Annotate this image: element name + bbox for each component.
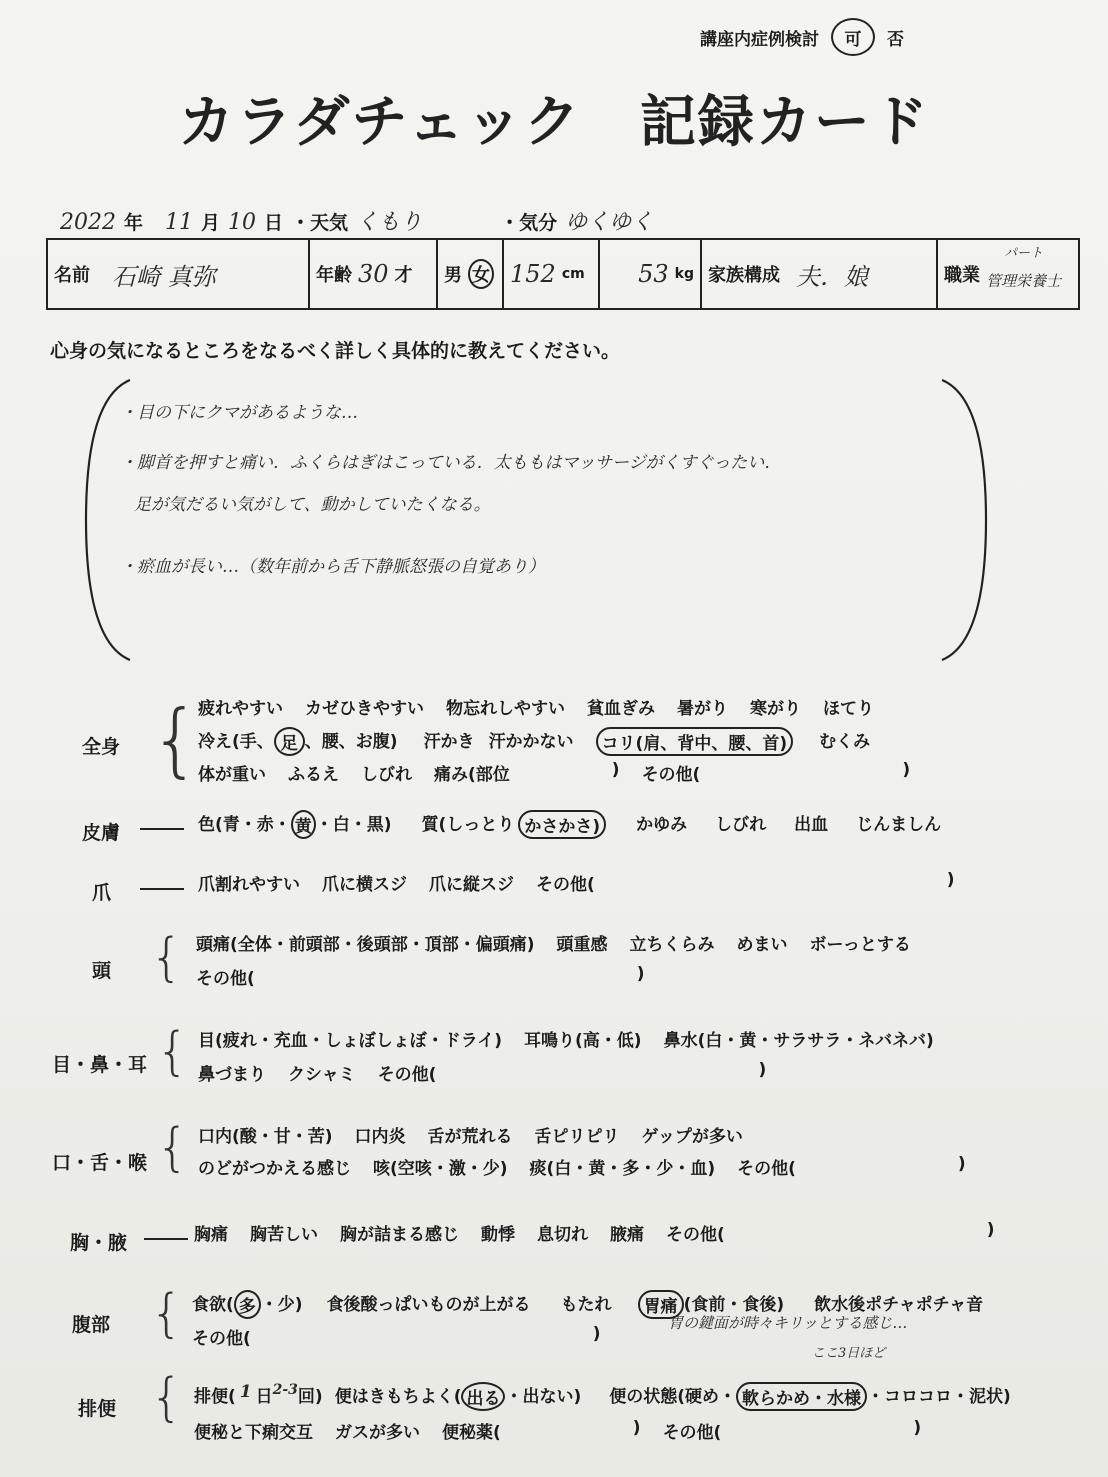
section-label-atama: 頭 (92, 960, 112, 982)
name-value: 石崎 真弥 (112, 262, 216, 291)
connector (140, 828, 184, 830)
date-line (60, 205, 653, 236)
item: その他( (536, 875, 595, 895)
item: ・コロコロ・泥状) (867, 1387, 1011, 1407)
case-review-label: 講座内症例検討 (700, 29, 819, 50)
brace-kuchi: { (156, 1118, 190, 1178)
item: 動悸 (481, 1225, 515, 1245)
item: 回) (297, 1387, 323, 1407)
tsume-row (198, 870, 955, 895)
brace-me: { (156, 1022, 190, 1082)
weather-value: くもり (356, 210, 423, 235)
item: 寒がり (750, 699, 801, 719)
item: 便秘薬( (442, 1423, 501, 1443)
kuchi-row-1 (198, 1122, 743, 1147)
job-value: 管理栄養士 (986, 272, 1062, 290)
section-label-mune: 胸・腋 (70, 1232, 128, 1254)
item: ) (986, 1220, 995, 1240)
item: その他( (662, 1423, 722, 1443)
height-unit: cm (561, 266, 585, 282)
section-label-haiben: 排便 (78, 1398, 117, 1420)
item: ) (758, 1060, 767, 1080)
item-circled: かさかさ) (518, 810, 606, 839)
item: クシャミ (288, 1065, 356, 1085)
section-label-tsume: 爪 (92, 882, 112, 904)
connector (140, 888, 184, 890)
zenshin-row-1 (198, 694, 874, 719)
item-circled: 胃痛 (638, 1290, 684, 1319)
day-label: 日 (264, 212, 284, 234)
item: 痛み(部位 (434, 765, 510, 785)
profile-table (46, 238, 1080, 310)
name-cell (48, 240, 310, 308)
connector (144, 1238, 188, 1240)
item: 腋痛 (610, 1225, 644, 1245)
item: 頭痛(全体・前頭部・後頭部・頂部・偏頭痛) (196, 935, 535, 955)
case-review-header (700, 18, 904, 56)
mune-row (194, 1220, 995, 1245)
item: 冷え(手、 (198, 732, 274, 752)
year-label: 年 (124, 212, 144, 234)
fukubu-handwritten-note: 胃の鍵面が時々キリッとする感じ… (668, 1314, 908, 1332)
section-label-me: 目・鼻・耳 (52, 1054, 148, 1076)
item: もたれ (560, 1295, 612, 1315)
item: 耳鳴り(高・低) (524, 1031, 642, 1051)
name-label: 名前 (54, 265, 90, 286)
item: ) (611, 760, 620, 780)
item-circled: 出る (461, 1382, 505, 1411)
item: ガスが多い (335, 1423, 420, 1443)
item: 便秘と下痢交互 (194, 1423, 313, 1443)
item: 爪割れやすい (198, 875, 300, 895)
item: 便はきもちよく( (334, 1387, 462, 1407)
age-label: 年齢 (316, 265, 352, 286)
age-cell (310, 240, 438, 308)
item: 舌が荒れる (427, 1127, 513, 1147)
age-unit: 才 (394, 265, 413, 286)
item: むくみ (819, 732, 871, 752)
item: ・出ない) (505, 1387, 582, 1407)
item: ) (957, 1154, 966, 1174)
haiben-row-1 (194, 1382, 1011, 1411)
item: 食後酸っぱいものが上がる (326, 1295, 531, 1315)
item: ) (632, 1418, 641, 1438)
job-top-value: パート (1004, 246, 1044, 261)
sex-female: 女 (468, 259, 494, 289)
sex-cell (438, 240, 504, 308)
item: 食欲( (192, 1295, 234, 1315)
item: 立ちくらみ (629, 935, 715, 955)
item: 暑がり (677, 699, 728, 719)
family-cell (702, 240, 938, 308)
year-value: 2022 (60, 210, 116, 235)
item: 飲水後ポチャポチャ音 (814, 1295, 984, 1315)
item: 目(疲れ・充血・しょぼしょぼ・ドライ) (198, 1031, 503, 1051)
item: 汗かき (423, 732, 475, 752)
height-cell (504, 240, 600, 308)
hifu-row (198, 810, 941, 839)
item: その他( (737, 1159, 796, 1179)
note-line-2: ・脚首を押すと痛い．ふくらはぎはこっている．太ももはマッサージがくすぐったい． (120, 453, 782, 473)
brace-atama: { (150, 928, 184, 988)
item: 日 (255, 1387, 273, 1407)
item: 汗かかない (488, 732, 574, 752)
item-circled: 軟らかめ・水様 (736, 1382, 867, 1411)
item: その他( (641, 765, 701, 785)
item: しびれ (715, 815, 767, 835)
mood-value: ゆくゆく (565, 210, 654, 235)
fukubu-row-2 (192, 1324, 601, 1349)
item: のどがつかえる感じ (198, 1159, 351, 1179)
item: ゲップが多い (641, 1127, 743, 1147)
weight-cell (600, 240, 702, 308)
age-value: 30 (358, 260, 389, 288)
item: 舌ピリピリ (534, 1127, 620, 1147)
instruction-text: 心身の気になるところをなるべく詳しく具体的に教えてください。 (50, 340, 621, 362)
item: 頭重感 (556, 935, 608, 955)
note-line-4: ・瘀血が長い…（数年前から舌下静脈怒張の自覚あり） (120, 557, 545, 577)
me-row-2 (198, 1060, 766, 1085)
item: 体が重い (198, 765, 266, 785)
item: めまい (736, 935, 788, 955)
item-circled: 足 (274, 727, 305, 756)
item: 爪に横スジ (322, 875, 407, 895)
item: ) (592, 1324, 601, 1344)
item: その他( (377, 1065, 437, 1085)
kuchi-row-2 (198, 1154, 966, 1179)
weight-value: 53 (638, 260, 669, 288)
item-circled: 黄 (291, 810, 316, 839)
item: 鼻水(白・黄・サラサラ・ネバネバ) (663, 1031, 934, 1051)
me-row-1 (198, 1026, 934, 1051)
atama-row-1 (196, 930, 911, 955)
note-line-1: ・目の下にクマがあるような… (120, 403, 358, 423)
item: 排便( (194, 1387, 236, 1407)
item: カゼひきやすい (305, 699, 424, 719)
item: 色(青・赤・ (198, 815, 291, 835)
page-title: カラダチェック 記録カード (178, 90, 930, 155)
brace-zenshin: { (150, 693, 201, 786)
item: 出血 (794, 815, 829, 835)
brace-haiben: { (150, 1368, 184, 1428)
item: 質(しっとり (421, 815, 515, 835)
item: 痰(白・黄・多・少・血) (529, 1159, 716, 1179)
item: ボーっとする (809, 935, 911, 955)
item: 爪に縦スジ (429, 875, 514, 895)
item-handwritten: 2-3 (272, 1382, 298, 1398)
height-value: 152 (510, 260, 556, 288)
note-line-3: 足が気だるい気がして、動かしていたくなる。 (134, 495, 491, 515)
item: その他( (192, 1329, 251, 1349)
item: ふるえ (288, 765, 339, 785)
day-value: 10 (228, 210, 257, 235)
item: 胸苦しい (250, 1225, 318, 1245)
item-circled: 多 (234, 1290, 261, 1319)
item: ほてり (823, 699, 874, 719)
item: その他( (196, 969, 255, 989)
month-value: 11 (165, 210, 194, 235)
mood-label: ・気分 (500, 212, 558, 234)
haiben-row-2 (194, 1418, 921, 1443)
item-circled: コリ(肩、背中、腰、首) (596, 727, 794, 756)
weight-unit: kg (674, 266, 694, 282)
item: 鼻づまり (198, 1065, 266, 1085)
item: じんましん (856, 815, 942, 835)
item: ・少) (260, 1295, 303, 1315)
weather-label: ・天気 (291, 212, 349, 234)
item: ) (902, 760, 911, 780)
item: その他( (666, 1225, 725, 1245)
reject-option: 否 (887, 29, 904, 50)
item: 便の状態(硬め・ (609, 1387, 737, 1407)
zenshin-row-3 (198, 760, 910, 785)
family-value: 夫．娘 (796, 262, 868, 291)
item: 胸痛 (194, 1225, 228, 1245)
item: ) (636, 964, 645, 984)
zenshin-row-2 (198, 727, 870, 756)
item: 胸が詰まる感じ (340, 1225, 459, 1245)
month-label: 月 (201, 212, 221, 234)
item: 疲れやすい (198, 699, 283, 719)
brace-fukubu: { (150, 1284, 184, 1344)
item-handwritten: 1 (239, 1382, 252, 1402)
haiben-handwritten-note: ここ3日ほど (812, 1346, 886, 1361)
item: ・白・黒) (315, 815, 392, 835)
section-label-kuchi: 口・舌・喉 (52, 1152, 148, 1174)
item: 物忘れしやすい (446, 699, 565, 719)
family-label: 家族構成 (708, 265, 780, 286)
atama-row-2 (196, 964, 645, 989)
item: しびれ (361, 765, 412, 785)
item: 、腰、お腹) (304, 732, 398, 752)
item: 口内炎 (354, 1127, 406, 1147)
section-label-hifu: 皮膚 (82, 822, 121, 844)
item: 貧血ぎみ (587, 699, 655, 719)
item: 咳(空咳・激・少) (373, 1159, 508, 1179)
item: 口内(酸・甘・苦) (198, 1127, 333, 1147)
job-cell (938, 240, 1074, 308)
job-label: 職業 (944, 265, 980, 286)
item: (食前・食後) (683, 1295, 785, 1315)
item: ) (913, 1418, 922, 1438)
item: 息切れ (537, 1225, 588, 1245)
section-label-zenshin: 全身 (82, 736, 121, 758)
sex-male: 男 (444, 265, 462, 286)
approve-option: 可 (831, 18, 875, 56)
item: かゆみ (636, 815, 688, 835)
section-label-fukubu: 腹部 (72, 1314, 111, 1336)
item: ) (946, 870, 955, 890)
